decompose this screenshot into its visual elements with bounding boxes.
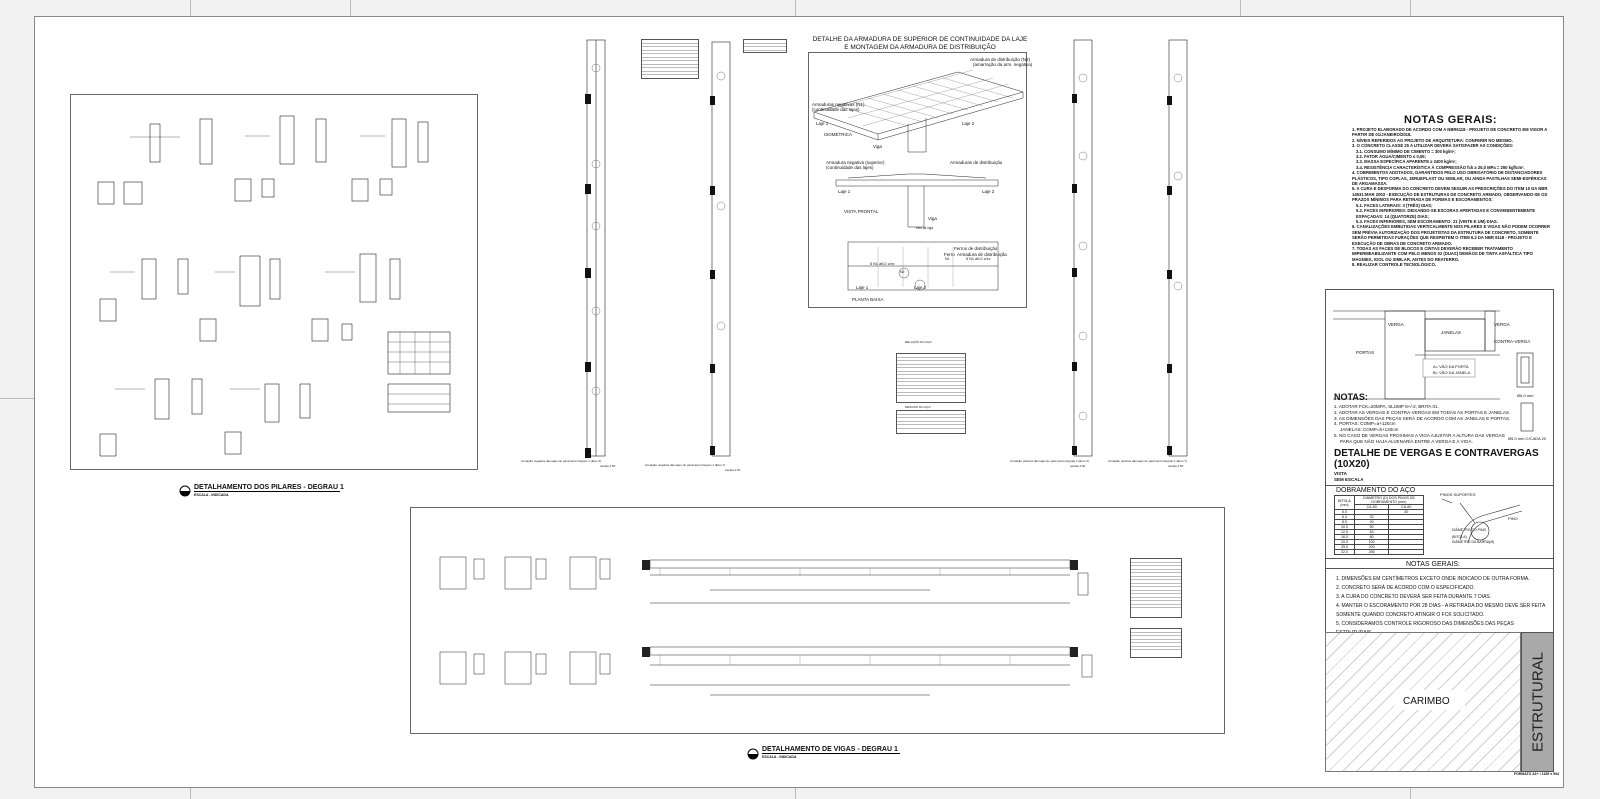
vergas-sub-escala: SEM ESCALA bbox=[1334, 476, 1364, 482]
note-item: 3. O CONCRETO CLASSE 25 A UTILIZAR DEVERÁ SATISFAZER AS CONDIÇÕES: bbox=[1352, 143, 1514, 149]
lbl-armadura-negativa-superior: Armadura negativa (superior) bbox=[826, 160, 885, 165]
lbl-ferro: Ferro bbox=[944, 252, 955, 257]
lbl-armaduras-distribuicao: Armaduras de distribuição bbox=[950, 160, 1003, 165]
lbl-continuidade-2: (continuidade das lajes) bbox=[826, 165, 874, 170]
lbl-bar2: Ø5,0 mm C/CADA 20 bbox=[1508, 436, 1547, 441]
frame-tick bbox=[0, 398, 34, 399]
vergas-title-line1: DETALHE DE VERGAS E CONTRAVERGAS bbox=[1334, 448, 1539, 459]
laje-positiva-y-drawing bbox=[1163, 36, 1203, 466]
lbl-laje1-b: Laje 1 bbox=[838, 189, 851, 194]
lbl-vista-frontal: VISTA FRONTAL bbox=[844, 209, 879, 214]
cell bbox=[1389, 550, 1424, 555]
note-item: 3.2. FATOR ÁGUA/CIMENTO ≤ 0,55; bbox=[1356, 154, 1427, 160]
lbl-portas: PORTAS bbox=[1356, 350, 1375, 355]
nota-item: 1. ADOTAR FCK=20MPA, SLUMP 8+/-2, BRITA 01. bbox=[1334, 404, 1439, 409]
lbl-diametro-pino: DIÂMETRO DO PINO bbox=[1452, 528, 1487, 532]
lbl-spec-2: 5 N1 ø5,0 c/xx bbox=[870, 262, 895, 266]
note-item: 4. COBRIMENTOS ADOTADOS, GARANTIDOS PELO USO OBRIGATÓRIO DE DISTANCIADORES PLÁSTICOS, TIPO COPLAS, JERUEPLAST OU SIMILAR, OU AINDA PASTILHAS SEMI-ESFÉRICAS DE ARGAMASSA. bbox=[1352, 170, 1547, 187]
note-item: 6. CANALIZAÇÕES EMBUTIDAS VERTICALMENTE NOS PILARES E VIGAS NÃO PODEM OCORRER SEM PRÉVIA AUTORIZAÇÃO DOS PROJETISTAS DA ESTRUTURA DE CONCRETO, SOMENTE SERÃO PERMITIDAS FURAÇÕES QUE RESPEITEM O ITEM 6.2 DA NBR 6118 - PROJETO E EXECUÇÃO DE OBRAS DE CONCRETO ARMADO. bbox=[1352, 224, 1550, 246]
relacao-aco-label: RELAÇÃO DO AÇO bbox=[905, 340, 932, 344]
note-item: 8. REALIZAR CONTROLE TECNOLÓGICO. bbox=[1352, 262, 1436, 268]
resumo-aco-label: RESUMO DO AÇO bbox=[905, 405, 931, 409]
lbl-eixo-viga: eixo da viga bbox=[916, 226, 934, 230]
vigas-resumo-table bbox=[1130, 628, 1182, 658]
vergas-title bbox=[1334, 448, 1539, 470]
col-ca60: CA-60 bbox=[1389, 505, 1424, 510]
lbl-bitola: (BITOLA) bbox=[1452, 535, 1467, 539]
general-note-item: 4. MANTER O ESCORAMENTO POR 28 DIAS - A RETIRADA DO MESMO DEVE SER FEITA SOMENTE QUANDO CONCRETO ATINGIR O FCK SOLICITADO. bbox=[1336, 603, 1546, 618]
cell: 63 bbox=[1354, 530, 1389, 535]
relacao-aco-table-mid bbox=[896, 353, 966, 403]
divider bbox=[1325, 485, 1554, 486]
cell: 40 bbox=[1354, 520, 1389, 525]
table-row bbox=[1335, 550, 1424, 555]
lbl-n1: N1 bbox=[945, 257, 950, 261]
laje-positiva-x-drawing bbox=[1068, 36, 1108, 466]
lbl-laje2-b: Laje 2 bbox=[982, 189, 995, 194]
caption-scale: escala 1:50 bbox=[725, 468, 741, 472]
dobramento-table bbox=[1334, 495, 1424, 555]
cell: 8.0 bbox=[1335, 520, 1355, 525]
note-item: 1. PROJETO ELABORADO DE ACORDO COM A NBR6118 - PROJETO DE CONCRETO EM VIGOR A PARTIR DE 01/JANEIRO/2018. bbox=[1352, 127, 1548, 138]
lbl-laje1-c: Laje 1 bbox=[856, 285, 869, 290]
cell: 100 bbox=[1354, 540, 1389, 545]
carimbo-label: CARIMBO bbox=[1403, 696, 1450, 707]
frame-tick bbox=[1410, 788, 1411, 799]
caption-scale: escala 1:50 bbox=[600, 464, 616, 468]
general-note-item: 5. CONSIDERAMOS CONTROLE RIGOROSO DAS DIMENSÕES DAS PEÇAS bbox=[1336, 621, 1514, 627]
vergas-title-line2: (10X20) bbox=[1334, 459, 1370, 470]
note-item: 5. A CURA E DESFORMA DO CONCRETO DEVEM SEGUIR AS PRESCRIÇÕES DO ITEM 10 DA NBR 14931:MAR 2003 - EXECUÇÃO DE ESTRUTURAS DE CONCRETO ARMADO, OBSERVANDO-SE OS PRAZOS MÍNIMOS PARA RETIRADA DE FORMAS E ESCORAMENTOS: bbox=[1352, 186, 1548, 203]
cell: 30 bbox=[1389, 510, 1424, 515]
title-underline bbox=[194, 491, 340, 492]
title-marker-icon bbox=[178, 485, 192, 497]
note-item: 5.2. FACES INFERIORES: DEIXANDO-SE ESCORAS APERTADAS E CONVENIENTEMENTE ESPAÇADAS: 14 (QUATORZE) DIAS; bbox=[1356, 208, 1536, 219]
note-item: 2. NÍVEIS REFERIDOS AO PROJETO DE ARQUITETURA: CONFERIR NO MESMO. bbox=[1352, 137, 1513, 143]
lbl-armaduras-negativas: Armaduras negativas (N1) bbox=[812, 102, 865, 107]
note-item: 5.1. FACES LATERAIS: 3 (TRÊS) DIAS; bbox=[1356, 202, 1433, 208]
dobramento-title: DOBRAMENTO DO AÇO bbox=[1336, 487, 1416, 494]
nota-item: 5. NO CASO DE VERGAS PROXIMAS A VIGA AJUSTAR A ALTURA DAS VERGAS bbox=[1334, 432, 1505, 438]
general-notes-title: NOTAS GERAIS: bbox=[1406, 561, 1460, 568]
notes-list bbox=[1352, 127, 1552, 268]
general-note-item: 2. CONCRETO SERÁ DE ACORDO COM O ESPECIFICADO. bbox=[1336, 585, 1475, 591]
lbl-contra-verga: CONTRA-VERGA bbox=[1494, 339, 1531, 344]
lbl-armadura-distribuicao: Armadura de distribuição (N2) bbox=[970, 57, 1031, 62]
laje-isometric-drawing bbox=[808, 52, 1027, 308]
cell: 32.0 bbox=[1335, 550, 1355, 555]
lbl-spec: 5 N1 ø5,0 c/xx bbox=[966, 257, 991, 261]
general-note-item: 1. DIMENSÕES EM CENTÍMETROS EXCETO ONDE INDICADO DE OUTRA FORMA. bbox=[1336, 576, 1530, 582]
cell: 80 bbox=[1354, 535, 1389, 540]
pilares-title: DETALHAMENTO DOS PILARES - DEGRAU 1 bbox=[194, 484, 344, 491]
laje-detail-title-line1: DETALHE DA ARMADURA DE SUPERIOR DE CONTINUIDADE DA LAJE bbox=[812, 36, 1028, 43]
lbl-diametro-barra: DIÂMETRO DA BARRA(Ø) bbox=[1452, 540, 1495, 544]
lbl-janelas: JANELAS bbox=[1441, 330, 1462, 335]
divider bbox=[1325, 558, 1554, 559]
frame-tick bbox=[1410, 0, 1411, 16]
caption-scale: escala 1:50 bbox=[1168, 464, 1184, 468]
lbl-laje2-c: Laje 2 bbox=[914, 285, 927, 290]
cell: 10.0 bbox=[1335, 525, 1355, 530]
lbl-continuidade: (continuidade das lajes) bbox=[812, 107, 860, 112]
frame-tick bbox=[190, 0, 191, 16]
lbl-bar1: Ø6,0 mm bbox=[1517, 393, 1534, 398]
resumo-aco-table-mid bbox=[896, 410, 966, 434]
caption-positiva-y: Armação positiva das lajes do pavimento Degrau 1 (Eixo Y) bbox=[1108, 459, 1188, 463]
title-underline bbox=[762, 753, 900, 754]
frame-tick bbox=[1240, 0, 1241, 16]
note-item: 7. TODAS AS FACES DE BLOCOS E CINTAS DEVERÃO RECEBER TRATAMENTO IMPERMEABILIZANTE COM PELO MENOS 02 (DUAS) DEMÃOS DE TINTA ASFÁLTICA TIPO MAGNIEX, IGOL OU SIMILAR, ANTES DO REATERRO. bbox=[1352, 245, 1533, 262]
cell: 32 bbox=[1354, 515, 1389, 520]
caption-negativa-y: Armação negativa das lajes do pavimento Degrau 1 (Eixo Y) bbox=[645, 463, 726, 467]
lbl-viga-b: Viga bbox=[928, 216, 937, 221]
lbl-planta-baixa: PLANTA BAIXA bbox=[852, 297, 884, 302]
lbl-verga-left: VERGA bbox=[1388, 322, 1404, 327]
nota-item: 4. PORTAS: COMP=a+120cm bbox=[1334, 421, 1396, 427]
laje-detail-title bbox=[790, 36, 1050, 52]
vergas-sub-vista: VISTA bbox=[1334, 471, 1347, 476]
note-item: 3.4. RESISTÊNCIA CARACTERÍSTICA À COMPRESSÃO fck ≥ 25,0 MPa = 250 kgf/cm². bbox=[1356, 164, 1525, 170]
frame-tick bbox=[350, 0, 351, 16]
lbl-amarracao: (amarração da arm. negativa) bbox=[973, 62, 1033, 67]
vigas-drawing bbox=[410, 507, 1225, 734]
title-marker-icon bbox=[746, 748, 760, 760]
col-ca50: CA-50 bbox=[1354, 505, 1389, 510]
vergas-subtitle bbox=[1334, 471, 1364, 482]
pilares-scale: ESCALA - INDICADA bbox=[194, 493, 229, 497]
estrutural-label: ESTRUTURAL bbox=[1529, 651, 1546, 753]
caption-negativa-x: Armação negativa das lajes do pavimento Degrau 1 (Eixo X) bbox=[521, 459, 602, 463]
nota-item: JANELAS: COMP=b+120cm bbox=[1340, 427, 1399, 433]
cell: 200 bbox=[1354, 545, 1389, 550]
lbl-verga-right: VERGA bbox=[1494, 322, 1510, 327]
cell: 6.3 bbox=[1335, 515, 1355, 520]
lbl-vao-porta: A= VÃO DA PORTA bbox=[1433, 364, 1469, 369]
relacao-aco-table bbox=[641, 39, 699, 79]
caption-positiva-x: Armação positiva das lajes do pavimento Degrau 1 (Eixo X) bbox=[1010, 459, 1090, 463]
notas-list bbox=[1334, 404, 1524, 445]
lbl-laje2: Laje 2 bbox=[962, 121, 975, 126]
general-note-item: 3. A CURA DO CONCRETO DEVERÁ SER FEITA DURANTE 7 DIAS. bbox=[1336, 594, 1492, 600]
cell: 25.0 bbox=[1335, 545, 1355, 550]
laje-negativa-y-drawing bbox=[704, 36, 744, 466]
lbl-viga: Viga bbox=[873, 144, 882, 149]
nota-item: 3. AS DIMENSÕES DAS PEÇAS SERÁ DE ACORDO COM AS JANELAS E PORTAS. bbox=[1334, 415, 1511, 421]
lbl-pino: PINO bbox=[1508, 516, 1518, 521]
laje-negativa-x-drawing bbox=[575, 36, 645, 466]
frame-tick bbox=[795, 788, 796, 799]
frame-tick bbox=[795, 0, 796, 16]
pilares-drawing bbox=[70, 94, 478, 470]
note-item: 5.3. FACES INFERIORES, SEM ESCORAMENTO: 21 (VINTE E UM) DIAS. bbox=[1356, 218, 1498, 224]
estrutural-stamp bbox=[1521, 632, 1554, 772]
divider bbox=[1325, 568, 1554, 569]
lbl-isometrica: ISOMÉTRICA bbox=[824, 132, 853, 137]
lbl-ferros-distribuicao: Ferros de distribuição bbox=[954, 246, 998, 251]
laje-detail-title-line2: E MONTAGEM DA ARMADURA DE DISTRIBUIÇÃO bbox=[844, 44, 996, 51]
lbl-n2: N2 bbox=[900, 270, 905, 274]
lbl-pinos-suportes: PINOS SUPORTES bbox=[1440, 492, 1476, 497]
resumo-aco-table bbox=[743, 39, 787, 53]
note-item: 3.1. CONSUMO MÍNIMO DE CIMENTO = 300 kg/m³; bbox=[1356, 148, 1456, 154]
format-label: FORMATO A1+ / 1189 x 594 bbox=[1514, 772, 1559, 776]
nota-item: 2. ADOTAR AS VERGAS E CONTRA-VERGAS EM TODAS AS PORTAS E JANELAS. bbox=[1334, 409, 1511, 415]
dobramento-pin-diagram bbox=[1430, 495, 1550, 555]
cell: 16.0 bbox=[1335, 535, 1355, 540]
vigas-relacao-table bbox=[1130, 558, 1182, 618]
col-diametro: DIÂMETRO (D) DOS PINOS DE DOBRAMENTO (mm) bbox=[1354, 496, 1423, 505]
frame-tick bbox=[190, 788, 191, 799]
caption-scale: escala 1:50 bbox=[1070, 464, 1086, 468]
cell: 20.0 bbox=[1335, 540, 1355, 545]
vigas-scale: ESCALA - INDICADA bbox=[762, 755, 797, 759]
cell: 50 bbox=[1354, 525, 1389, 530]
notes-title: NOTAS GERAIS: bbox=[1404, 114, 1498, 126]
vigas-title: DETALHAMENTO DE VIGAS - DEGRAU 1 bbox=[762, 746, 898, 753]
cell: 5.0 bbox=[1335, 510, 1355, 515]
nota-item: PARA QUE NÃO HAJA ALVENARIA ENTRE A VERGA E A VIGA. bbox=[1340, 438, 1473, 444]
cell: 256 bbox=[1354, 550, 1389, 555]
col-bitola: BITOLA (mm) bbox=[1335, 496, 1355, 510]
lbl-armadura-dist-spec: Armadura de distribuição bbox=[957, 252, 1008, 257]
notas-title: NOTAS: bbox=[1334, 392, 1368, 402]
lbl-vao-janela: B= VÃO DA JANELA bbox=[1433, 370, 1471, 375]
lbl-laje1: Laje 1 bbox=[816, 121, 829, 126]
note-item: 3.3. MASSA ESPECÍFICA APARENTE ≥ 2400 kg/m³; bbox=[1356, 159, 1457, 165]
cell: 12.5 bbox=[1335, 530, 1355, 535]
